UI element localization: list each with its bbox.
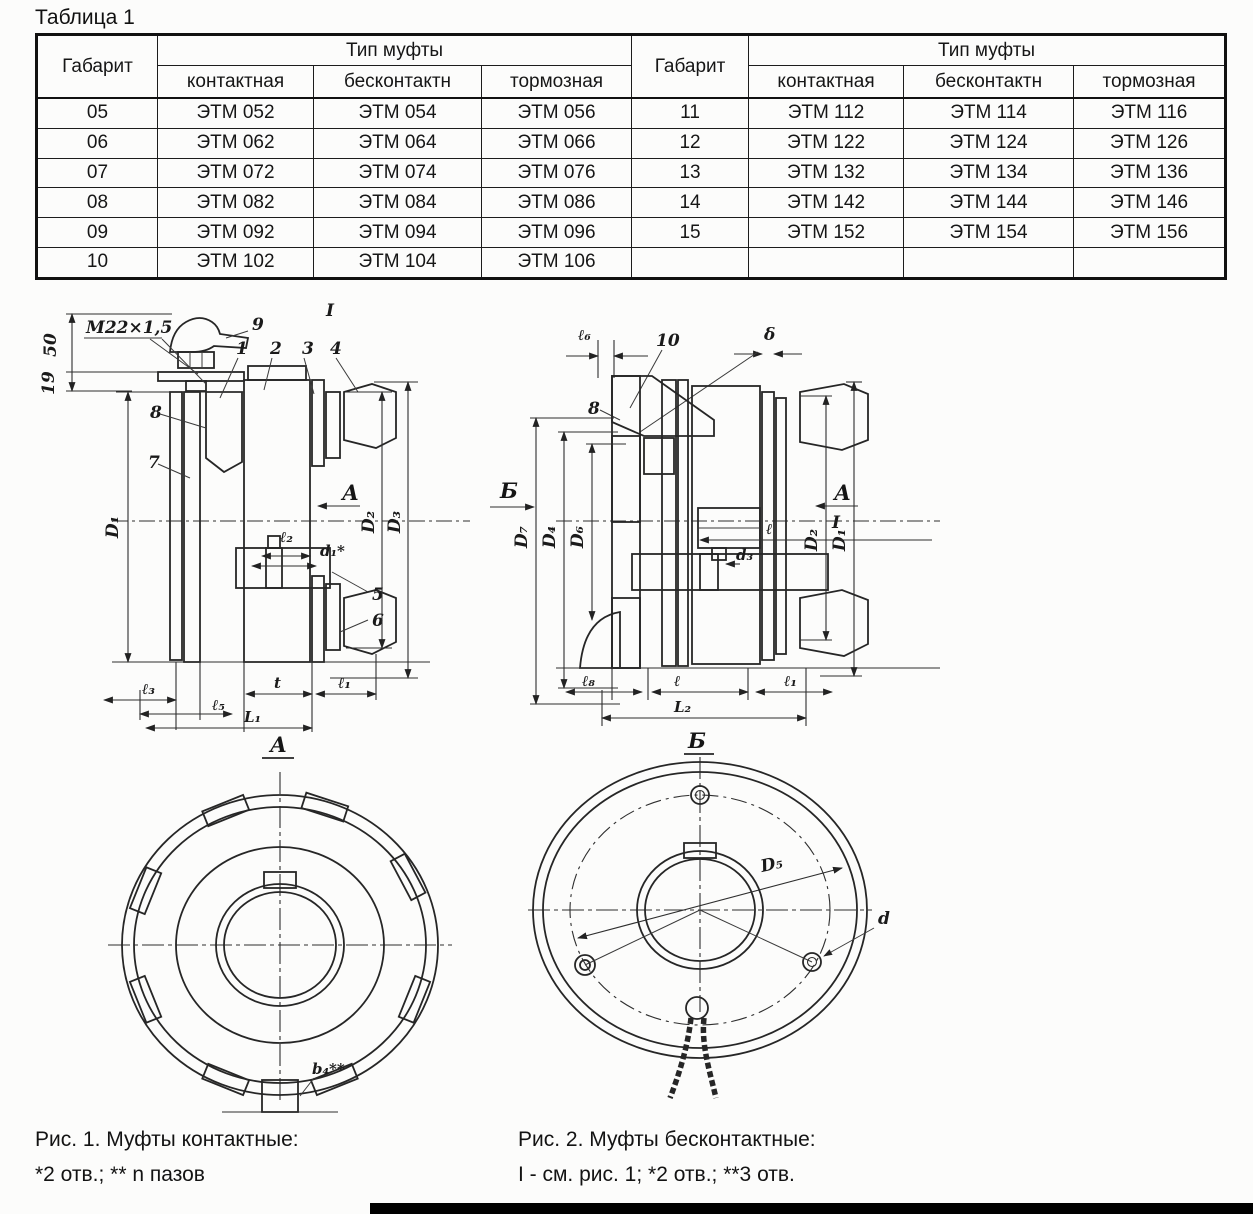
fig2-coil-block xyxy=(644,438,674,474)
col-header-type-right: Тип муфты xyxy=(749,35,1226,66)
fig2-dim-d: d xyxy=(878,909,890,929)
table-cell: ЭТМ 142 xyxy=(749,188,904,218)
fig1-armature-disc xyxy=(170,392,200,662)
fig1-dim-l3: ℓ₃ xyxy=(142,680,155,698)
fig1-callout-1: 1 xyxy=(236,339,248,359)
fig2-top-dims xyxy=(566,325,802,432)
fig2-housing-top xyxy=(800,384,868,450)
table-cell: 08 xyxy=(37,188,158,218)
fig1-dim-l1: ℓ₁ xyxy=(338,674,351,692)
fig2-cross-section xyxy=(490,325,940,726)
table-cell: 11 xyxy=(632,98,749,128)
fig2-dim-l1: ℓ₁ xyxy=(784,672,797,690)
table-cell: ЭТМ 102 xyxy=(158,247,314,278)
table-row xyxy=(37,128,1226,158)
table-cell: ЭТМ 136 xyxy=(1074,158,1226,188)
table-cell: 10 xyxy=(37,247,158,278)
fig2-caption-note: I - см. рис. 1; *2 отв.; **3 отв. xyxy=(518,1163,795,1186)
fig1-dim-l2: ℓ₂ xyxy=(280,528,293,546)
table-cell: 05 xyxy=(37,98,158,128)
table-cell: ЭТМ 132 xyxy=(749,158,904,188)
fig2-callout-10: 10 xyxy=(656,331,680,351)
table-cell: ЭТМ 126 xyxy=(1074,128,1226,158)
fig2-housing-bottom xyxy=(800,590,868,656)
fig1-dim-d1: d₁* xyxy=(320,542,345,560)
fig2-dim-D7: D₇ xyxy=(512,525,532,549)
table-cell: 12 xyxy=(632,128,749,158)
fig2-length-dims xyxy=(566,668,832,726)
fig1-view-a-label: А xyxy=(270,732,288,757)
fig2-yoke-flange xyxy=(612,376,714,436)
table-cell: ЭТМ 072 xyxy=(158,158,314,188)
col-header-gabarit-right: Габарит xyxy=(632,35,749,99)
fig1-section-arrow-a: А xyxy=(342,480,360,505)
fig2-dim-l8: ℓ₈ xyxy=(582,672,595,690)
fig1-callout-7: 7 xyxy=(148,453,160,473)
fig2-dim-l: ℓ xyxy=(766,520,773,538)
fig1-dim-D3: D₃ xyxy=(385,510,405,534)
table-cell: ЭТМ 104 xyxy=(314,247,482,278)
fig2-dim-l-bot: ℓ xyxy=(674,672,681,690)
table-cell: ЭТМ 106 xyxy=(482,247,632,278)
table-cell: ЭТМ 082 xyxy=(158,188,314,218)
fig2-section-arrow-b: Б xyxy=(500,478,518,503)
table-header-row-2 xyxy=(37,66,1226,99)
table-header-row-1 xyxy=(37,35,1226,66)
table-cell: ЭТМ 094 xyxy=(314,218,482,248)
table-row xyxy=(37,247,1226,278)
table-cell: ЭТМ 054 xyxy=(314,98,482,128)
table-cell: ЭТМ 134 xyxy=(904,158,1074,188)
table-cell: ЭТМ 056 xyxy=(482,98,632,128)
fig1-callout-5: 5 xyxy=(372,585,384,605)
fig2-lead-wedge xyxy=(580,612,620,668)
table-cell: ЭТМ 092 xyxy=(158,218,314,248)
table-cell: 06 xyxy=(37,128,158,158)
fig2-dim-l6: ℓ₆ xyxy=(578,326,591,344)
table-caption: Таблица 1 xyxy=(35,6,135,29)
fig2-dim-D5: D₅ xyxy=(758,852,785,877)
fig2-dim-D1: D₁ xyxy=(830,528,850,552)
fig2-left-diameter-dims xyxy=(512,418,626,704)
fig1-length-dims xyxy=(104,654,376,732)
fig1-outer-ring-top xyxy=(344,384,396,448)
technical-drawing xyxy=(0,290,1253,1120)
fig1-dim-b4: b₄** xyxy=(312,1060,345,1078)
fig2-view-b xyxy=(528,728,890,1098)
fig1-dim-L1: L₁ xyxy=(244,708,262,726)
fig1-dim-D1: D₁ xyxy=(103,515,123,539)
col-header-gabarit-left: Габарит xyxy=(37,35,158,99)
table-cell: 13 xyxy=(632,158,749,188)
fig2-caption xyxy=(518,1122,816,1192)
fig1-detail-mark: I xyxy=(326,301,334,321)
table-cell xyxy=(632,247,749,278)
table-cell: ЭТМ 112 xyxy=(749,98,904,128)
fig2-dim-D4: D₄ xyxy=(540,525,560,549)
fig2-caption-title: Рис. 2. Муфты бесконтактные: xyxy=(518,1128,816,1151)
table-cell: ЭТМ 064 xyxy=(314,128,482,158)
fig1-dim-D2: D₂ xyxy=(359,510,379,534)
fig2-disc-pack xyxy=(692,386,760,664)
fig1-callout-4: 4 xyxy=(330,339,342,359)
fig1-caption xyxy=(35,1122,299,1192)
fig1-diameter-dims xyxy=(103,382,430,678)
table-cell: ЭТМ 122 xyxy=(749,128,904,158)
fig2-section-arrow-a: А xyxy=(834,480,852,505)
fig2-right-diameter-dims xyxy=(800,382,862,676)
fig2-detail-mark: I xyxy=(832,513,840,533)
couplings-table-wrapper xyxy=(35,33,1224,280)
table-cell: ЭТМ 076 xyxy=(482,158,632,188)
table-cell: ЭТМ 114 xyxy=(904,98,1074,128)
fig2-callout-8: 8 xyxy=(588,399,600,419)
col-header-kontaktnaya-right: контактная xyxy=(749,66,904,99)
table-cell: ЭТМ 086 xyxy=(482,188,632,218)
table-cell: ЭТМ 096 xyxy=(482,218,632,248)
fig1-callout-3: 3 xyxy=(302,339,314,359)
fig1-hub-hatched xyxy=(206,392,242,472)
table-cell: ЭТМ 084 xyxy=(314,188,482,218)
fig1-view-a xyxy=(108,732,452,1112)
fig1-caption-note: *2 отв.; ** n пазов xyxy=(35,1163,205,1186)
table-row xyxy=(37,158,1226,188)
table-cell xyxy=(904,247,1074,278)
table-cell: ЭТМ 066 xyxy=(482,128,632,158)
col-header-beskontaktn-left: бесконтактн xyxy=(314,66,482,99)
fig1-callout-2: 2 xyxy=(270,339,282,359)
fig1-callout-9: 9 xyxy=(252,315,264,335)
table-cell: ЭТМ 116 xyxy=(1074,98,1226,128)
fig1-caption-title: Рис. 1. Муфты контактные: xyxy=(35,1128,299,1151)
fig1-dim-50: 50 xyxy=(41,333,61,357)
table-cell: 15 xyxy=(632,218,749,248)
fig1-dim-t: t xyxy=(274,674,281,692)
fig2-bolt-holes xyxy=(575,786,821,975)
table-row xyxy=(37,98,1226,128)
table-cell: ЭТМ 052 xyxy=(158,98,314,128)
footer-bar xyxy=(370,1203,1253,1214)
table-cell: 09 xyxy=(37,218,158,248)
fig1-dim-l5: ℓ₅ xyxy=(212,696,225,714)
fig2-dim-d3: d₃ xyxy=(736,546,754,564)
col-header-kontaktnaya-left: контактная xyxy=(158,66,314,99)
fig2-view-b-label: Б xyxy=(688,728,706,753)
fig2-dim-L2: L₂ xyxy=(674,698,692,716)
table-cell: ЭТМ 146 xyxy=(1074,188,1226,218)
table-row xyxy=(37,218,1226,248)
fig1-callout-6: 6 xyxy=(372,611,384,631)
col-header-type-left: Тип муфты xyxy=(158,35,632,66)
col-header-beskontaktn-right: бесконтактн xyxy=(904,66,1074,99)
table-row xyxy=(37,188,1226,218)
fig2-dim-delta: δ xyxy=(764,325,776,345)
fig1-callout-8: 8 xyxy=(150,403,162,423)
fig1-outer-ring-bottom xyxy=(344,590,396,654)
col-header-tormoznaya-right: тормозная xyxy=(1074,66,1226,99)
couplings-table xyxy=(35,33,1227,280)
table-cell: ЭТМ 074 xyxy=(314,158,482,188)
table-cell: 14 xyxy=(632,188,749,218)
fig2-dim-D2: D₂ xyxy=(802,528,822,552)
table-cell: ЭТМ 062 xyxy=(158,128,314,158)
table-cell: 07 xyxy=(37,158,158,188)
fig1-dim-19: 19 xyxy=(39,371,59,395)
table-cell: ЭТМ 154 xyxy=(904,218,1074,248)
fig1-thread-label: М22×1,5 xyxy=(86,318,173,338)
fig2-dim-D6: D₆ xyxy=(568,525,588,549)
table-cell: ЭТМ 152 xyxy=(749,218,904,248)
fig1-cross-section xyxy=(39,301,470,732)
table-cell: ЭТМ 156 xyxy=(1074,218,1226,248)
table-cell: ЭТМ 144 xyxy=(904,188,1074,218)
col-header-tormoznaya-left: тормозная xyxy=(482,66,632,99)
table-cell xyxy=(1074,247,1226,278)
table-cell: ЭТМ 124 xyxy=(904,128,1074,158)
table-cell xyxy=(749,247,904,278)
